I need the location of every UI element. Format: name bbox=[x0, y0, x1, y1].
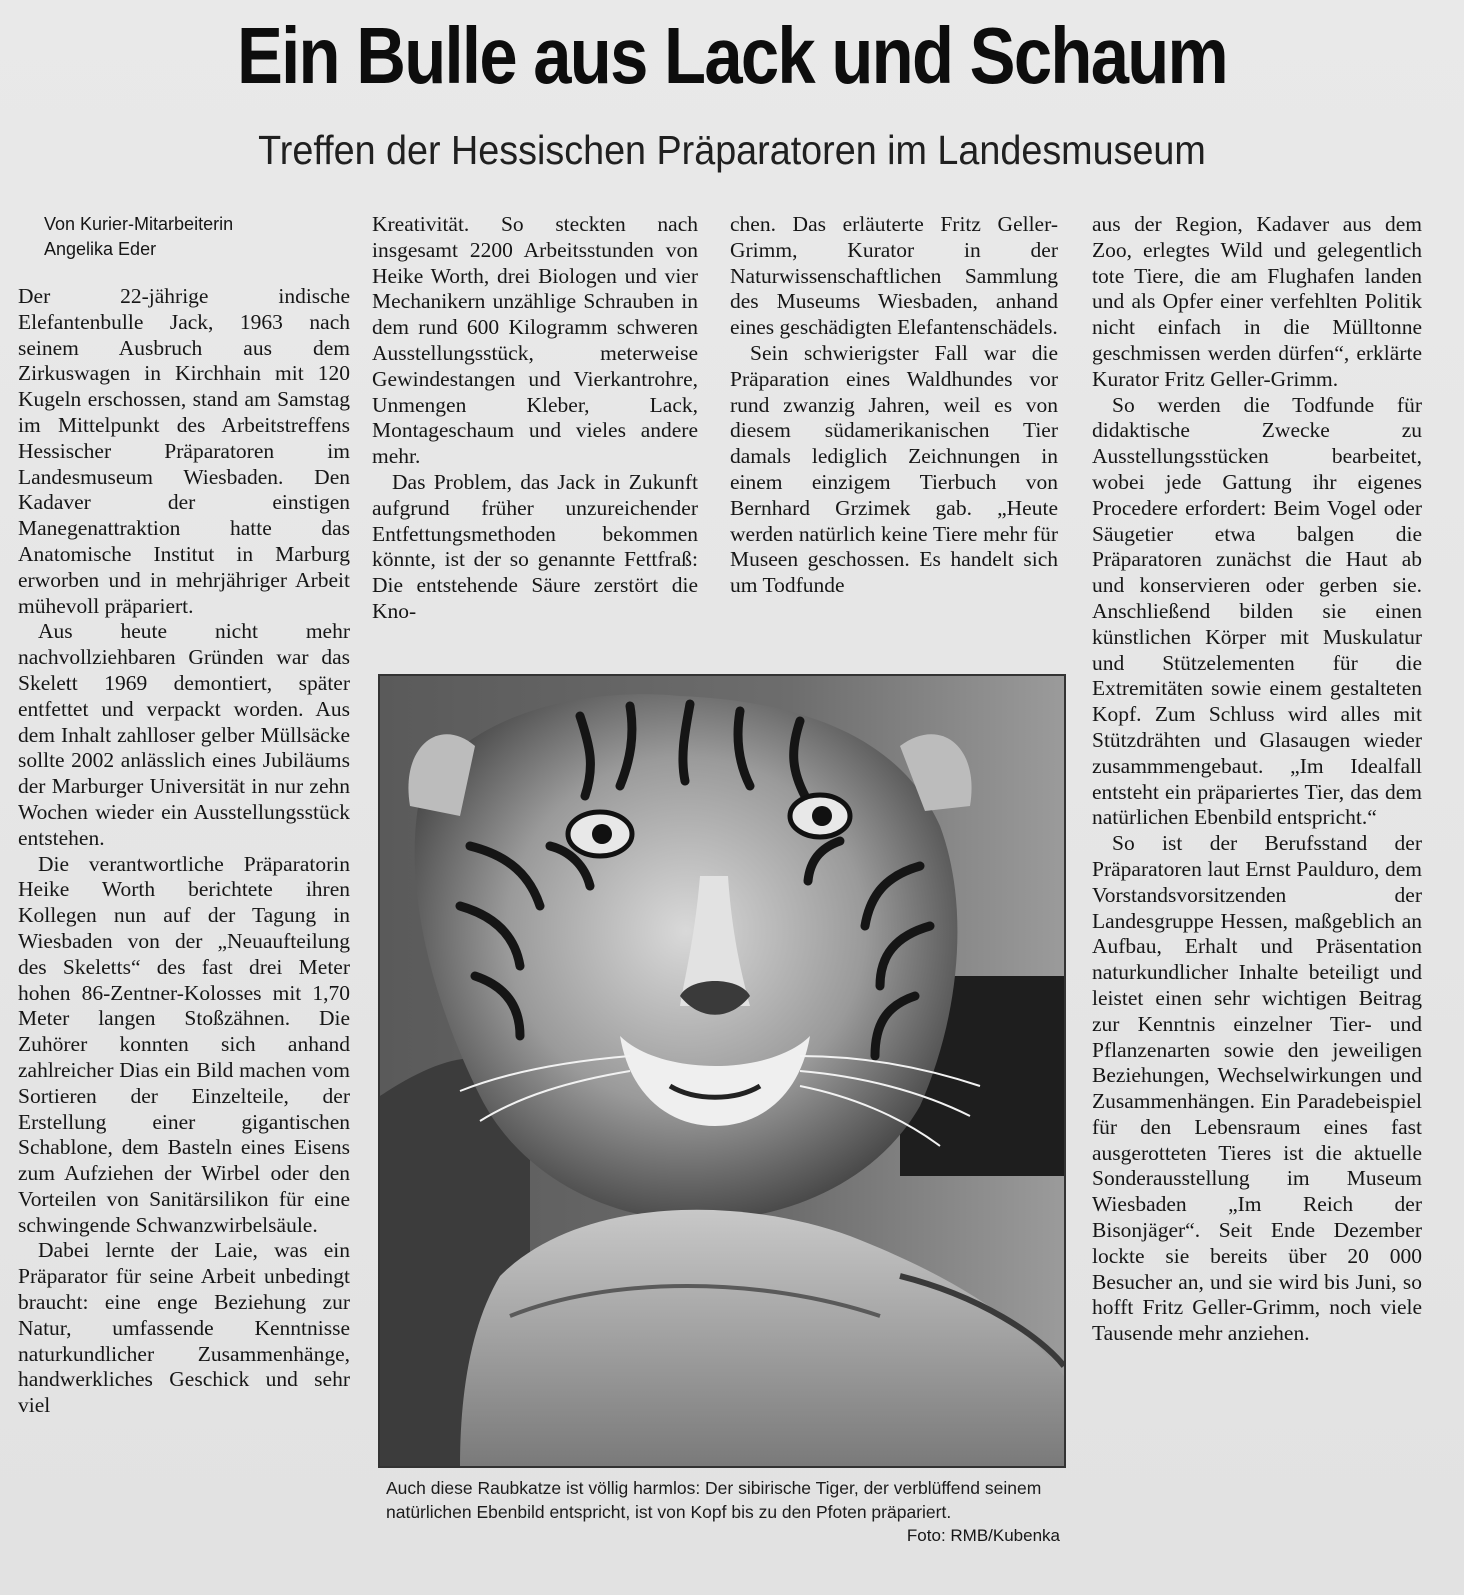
paragraph: Der 22-jährige indische Elefantenbulle Jack, 1963 nach seinem Ausbruch aus dem Zirkuswagen in Kirchhain mit 120 Kugeln erschossen, stand am Samstag im Mittelpunkt des Arbeitstreffens Hessischer Präparatoren im Landesmuseum Wiesbaden. Den Kadaver der einstigen Manegenattraktion hatte das Anatomische Institut in Marburg erworben und in mehrjähriger Arbeit mühevoll präpariert. bbox=[18, 284, 350, 618]
photo-credit: Foto: RMB/Kubenka bbox=[906, 1526, 1060, 1545]
byline bbox=[18, 212, 350, 262]
photo-caption: Auch diese Raubkatze ist völlig harmlos: Der sibirische Tiger, der verblüffend seinem natürlichen Ebenbild entspricht, ist von Kopf bis zu den Pfoten präpariert. bbox=[386, 1478, 1042, 1522]
byline-line-1: Von Kurier-Mitarbeiterin bbox=[44, 214, 234, 234]
paragraph: aus der Region, Kadaver aus dem Zoo, erlegtes Wild und gelegentlich tote Tiere, die am Flughafen landen und als Opfer einer verfehlten Politik nicht einfach in die Mülltonne geschmissen werden dürfen“, erklärte Kurator Fritz Geller-Grimm. bbox=[1092, 212, 1422, 391]
headline: Ein Bulle aus Lack und Schaum bbox=[236, 11, 1228, 100]
paragraph: Das Problem, das Jack in Zukunft aufgrund früher unzureichender Entfettungsmethoden bekommen könnte, ist der so genannte Fettfraß: Die entstehende Säure zerstört die Kno- bbox=[372, 469, 698, 623]
tiger-illustration bbox=[380, 676, 1064, 1466]
paragraph: Aus heute nicht mehr nachvollziehbaren Gründen war das Skelett 1969 demontiert, später entfettet und verpackt worden. Aus dem Inhalt zahlloser gelber Müllsäcke sollte 2002 anlässlich eines Jubiläums der Marburger Universität in nur zehn Wochen wieder ein Ausstellungsstück entstehen. bbox=[18, 619, 350, 850]
paragraph: Sein schwierigster Fall war die Präparation eines Waldhundes vor rund zwanzig Jahren, weil es von diesem südamerikanischen Tier damals lediglich Zeichnungen in einem einzigem Tierbuch von Bernhard Grzimek gab. „Heute werden natürlich keine Tiere mehr für Museen geschossen. Es handelt sich um Todfunde bbox=[730, 340, 1058, 598]
paragraph: So ist der Berufsstand der Präparatoren laut Ernst Paulduro, dem Vorstandsvorsitzenden der Landesgruppe Hessen, maßgeblich an Aufbau, Erhalt und Präsentation naturkundlicher Inhalte beteiligt und leistet einen sehr wichtigen Beitrag zur Kenntnis einzelner Tier- und Pflanzenarten sowie den jeweiligen Beziehungen, Wechselwirkungen und Zusammenhängen. Ein Paradebeispiel für den Lebensraum eines fast ausgerotteten Tieres ist die aktuelle Sonderausstellung im Museum Wiesbaden „Im Reich der Bisonjäger“. Seit Ende Dezember lockte sie bereits über 20 000 Besucher an, und sie wird bis Juni, so hofft Fritz Geller-Grimm, noch viele Tausende mehr anziehen. bbox=[1092, 831, 1422, 1346]
paragraph: Dabei lernte der Laie, was ein Präparator für seine Arbeit unbedingt braucht: eine enge Beziehung zur Natur, umfassende Kenntnisse naturkundlicher Zusammenhänge, handwerkliches Geschick und sehr viel bbox=[18, 1238, 350, 1418]
paragraph: Die verantwortliche Präparatorin Heike Worth berichtete ihren Kollegen nun auf der Tagung in Wiesbaden von der „Neuaufteilung des Skeletts“ des fast drei Meter hohen 86-Zentner-Kolosses mit 1,70 Meter langen Stoßzähnen. Die Zuhörer konnten sich anhand zahlreicher Dias ein Bild machen vom Sortieren der Einzelteile, der Erstellung einer gigantischen Schablone, dem Basteln eines Eisens zum Aufziehen der Wirbel oder den Vorteilen von Sanitärsilikon für eine schwingende Schwanzwirbelsäule. bbox=[18, 851, 350, 1237]
article-column-1 bbox=[18, 212, 350, 1419]
article-column-4 bbox=[1092, 212, 1422, 1347]
paragraph: Kreativität. So steckten nach insgesamt 2200 Arbeitsstunden von Heike Worth, drei Biologen und vier Mechanikern unzählige Schrauben in dem rund 600 Kilogramm schweren Ausstellungsstück, meterweise Gewindestangen und Vierkantrohre, Unmengen Kleber, Lack, Montageschaum und vieles andere mehr. bbox=[372, 212, 698, 469]
subheadline: Treffen der Hessischen Präparatoren im Landesmuseum bbox=[258, 127, 1206, 173]
tiger-photo bbox=[378, 674, 1066, 1468]
article-column-2 bbox=[372, 212, 698, 625]
paragraph: So werden die Todfunde für didaktische Zwecke zu Ausstellungsstücken bearbeitet, wobei jede Gattung ihr eigenes Procedere erfordert: Beim Vogel oder Säugetier etwa balgen die Präparatoren zunächst die Haut ab und konservieren oder gerben sie. Anschließend bilden sie einen künstlichen Körper mit Muskulatur und Stützelementen für die Extremitäten sowie einem gestalteten Kopf. Zum Schluss wird alles mit Stützdrähten und Glasaugen wieder zusammmengebaut. „Im Idealfall entsteht ein präpariertes Tier, das dem natürlichen Ebenbild entspricht.“ bbox=[1092, 392, 1422, 830]
paragraph: chen. Das erläuterte Fritz Geller-Grimm, Kurator in der Naturwissenschaftlichen Sammlung des Museums Wiesbaden, anhand eines geschädigten Elefantenschädels. bbox=[730, 212, 1058, 340]
article-column-3 bbox=[730, 212, 1058, 599]
byline-line-2: Angelika Eder bbox=[44, 239, 157, 259]
